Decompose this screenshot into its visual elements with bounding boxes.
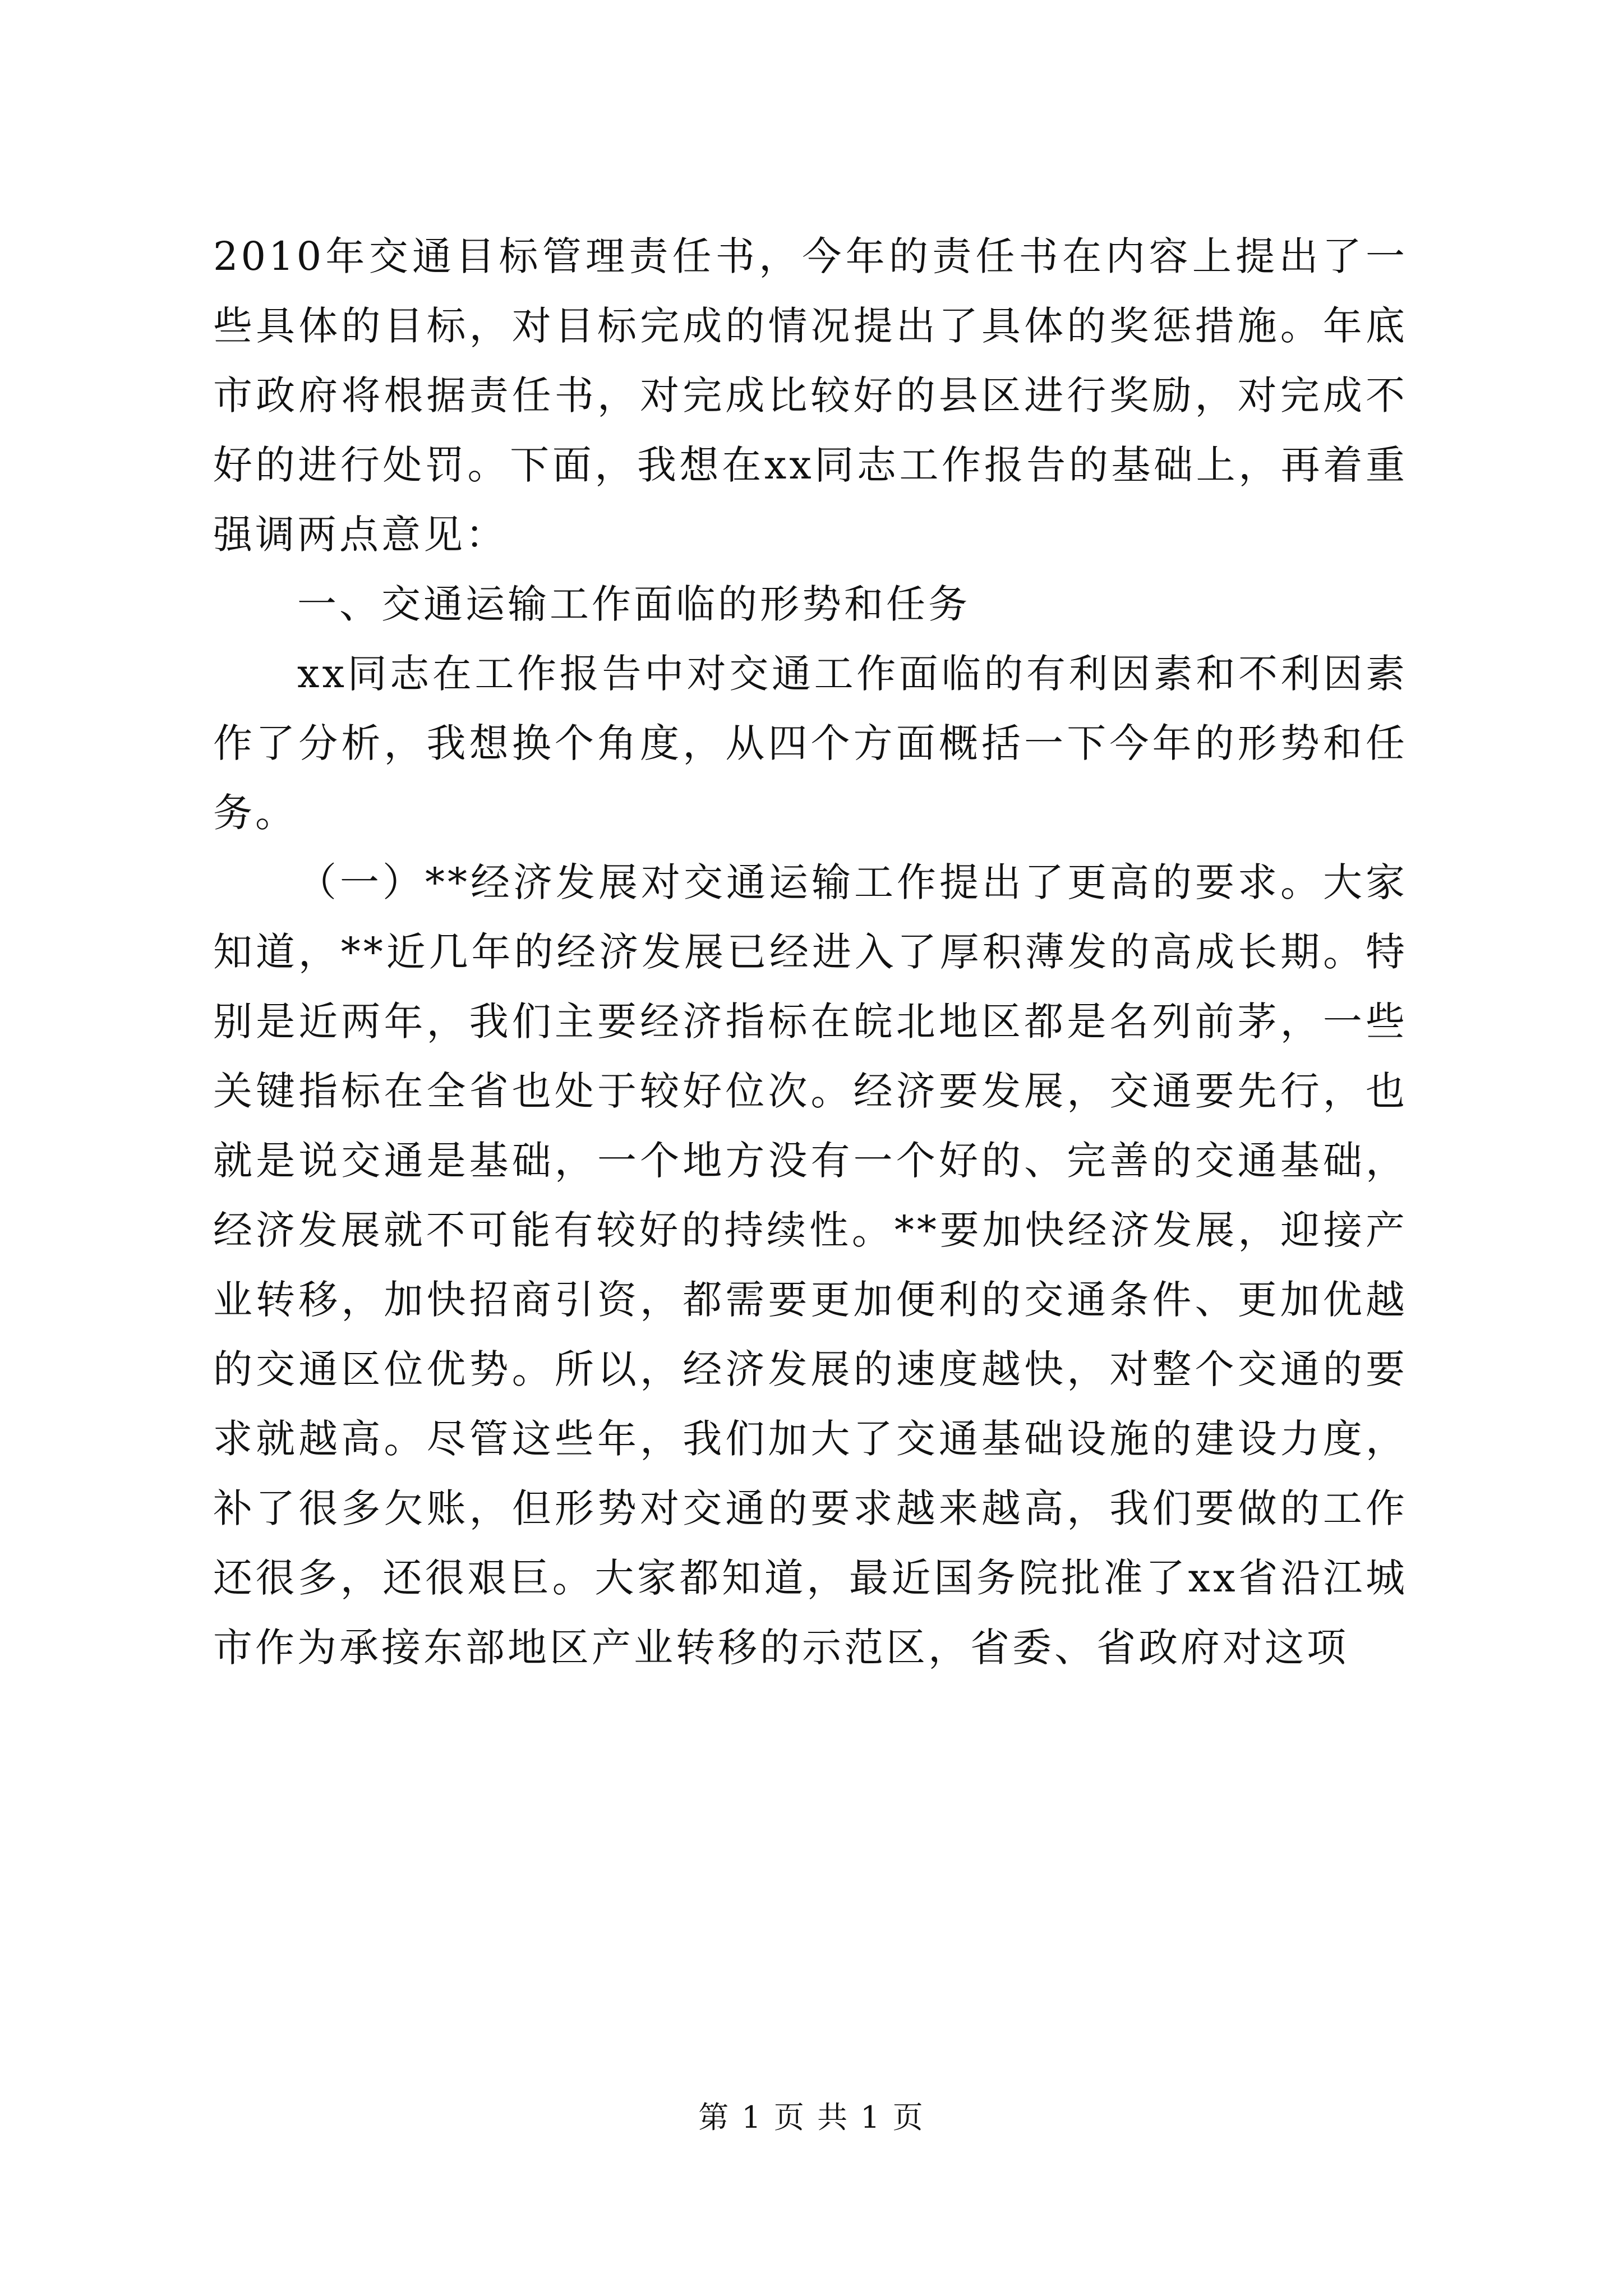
page-footer: 第 1 页 共 1 页: [698, 2100, 925, 2135]
paragraph-intro: xx同志在工作报告中对交通工作面临的有利因素和不利因素作了分析，我想换个角度，从四个方面概括一下今年的形势和任务。: [213, 651, 1408, 836]
document-body: [213, 222, 1408, 1682]
paragraph-continuation: 2010年交通目标管理责任书，今年的责任书在内容上提出了一些具体的目标，对目标完成的情况提出了具体的奖惩措施。年底市政府将根据责任书，对完成比较好的县区进行奖励，对完成不好的进行处罚。下面，我想在xx同志工作报告的基础上，再着重强调两点意见：: [213, 233, 1408, 558]
paragraph-point-one: （一）**经济发展对交通运输工作提出了更高的要求。大家知道，**近几年的经济发展已经进入了厚积薄发的高成长期。特别是近两年，我们主要经济指标在皖北地区都是名列前茅，一些关键指标在全省也处于较好位次。经济要发展，交通要先行，也就是说交通是基础，一个地方没有一个好的、完善的交通基础，经济发展就不可能有较好的持续性。**要加快经济发展，迎接产业转移，加快招商引资，都需要更加便利的交通条件、更加优越的交通区位优势。所以，经济发展的速度越快，对整个交通的要求就越高。尽管这些年，我们加大了交通基础设施的建设力度，补了很多欠账，但形势对交通的要求越来越高，我们要做的工作还很多，还很艰巨。大家都知道，最近国务院批准了xx省沿江城市作为承接东部地区产业转移的示范区，省委、省政府对这项: [213, 859, 1408, 1671]
section-heading: 一、交通运输工作面临的形势和任务: [297, 581, 970, 627]
